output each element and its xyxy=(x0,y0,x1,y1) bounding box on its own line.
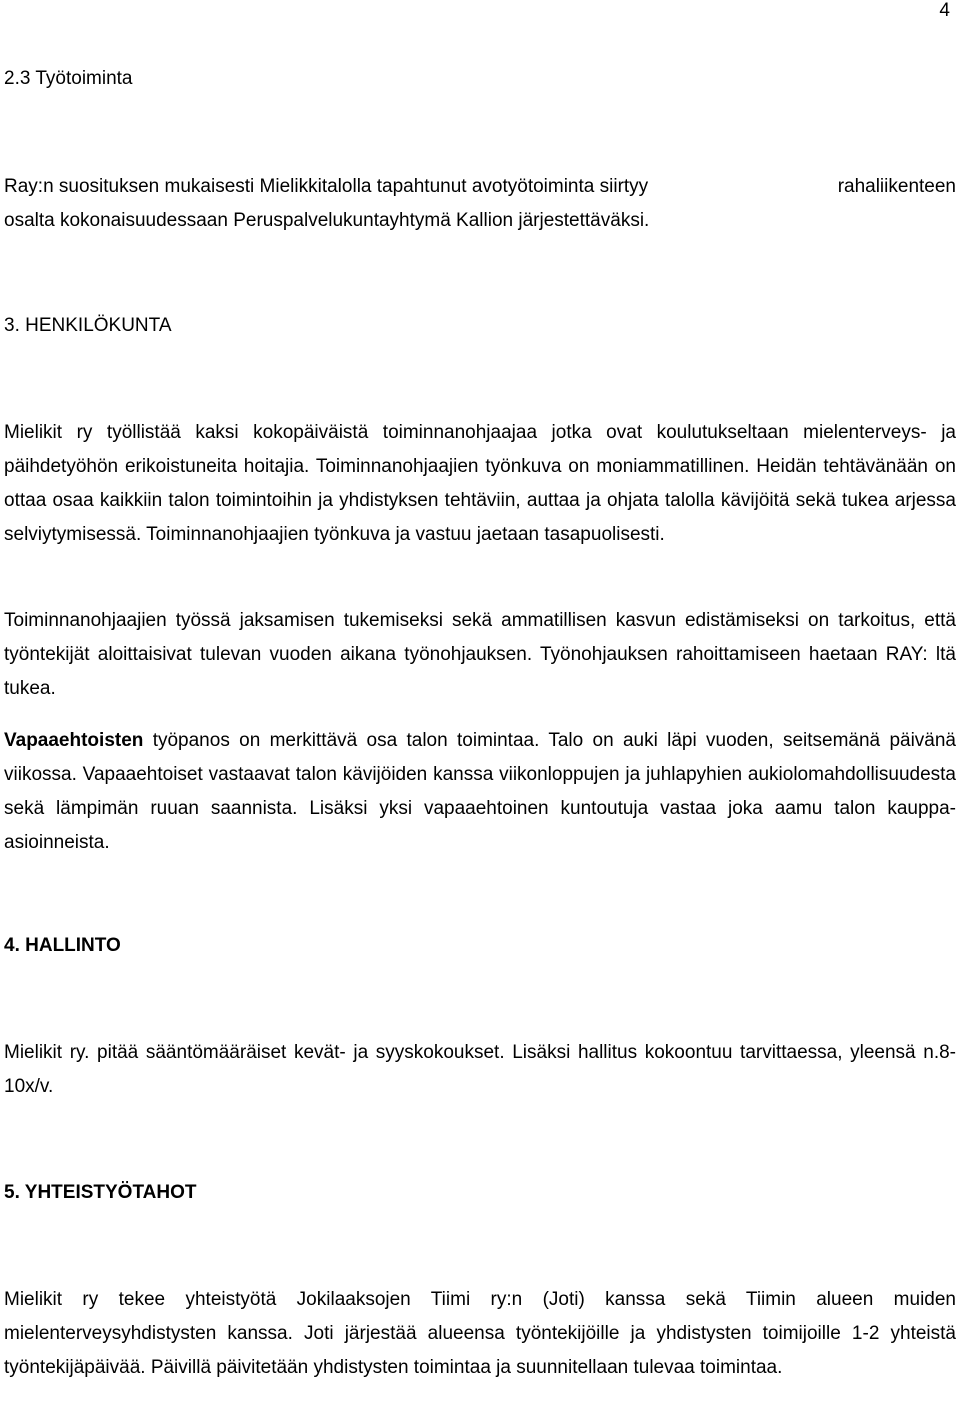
emphasis-vapaaehtoisten: Vapaaehtoisten xyxy=(4,730,144,751)
paragraph-yhteistyotahot: Mielikit ry tekee yhteistyötä Jokilaaksojen Tiimi ry:n (Joti) kanssa sekä Tiimin alueen muiden mielenterveysyhdistysten kanssa. Joti järjestää alueensa työntekijöille ja yhdistysten toimijoille 1-2 yhteistä työntekijäpäivää. Päivillä päivitetään yhdistysten toimintaa ja suunnitellaan tulevaa toimintaa. xyxy=(4,1289,956,1378)
paragraph-line: osalta kokonaisuudessaan Peruspalvelukuntayhtymä Kallion järjestettäväksi. xyxy=(4,210,650,231)
section-heading-yhteistyotahot: 5. YHTEISTYÖTAHOT xyxy=(4,1182,197,1203)
paragraph-tyotoiminta xyxy=(4,170,956,238)
paragraph-line: rahaliikenteen xyxy=(837,176,956,197)
paragraph-line: Ray:n suosituksen mukaisesti Mielikkitalolla tapahtunut avotyötoiminta siirtyy xyxy=(4,176,649,197)
section-heading-hallinto: 4. HALLINTO xyxy=(4,935,121,956)
section-heading-tyotoiminta: 2.3 Työtoiminta xyxy=(4,68,133,89)
paragraph-henkilokunta-2: Toiminnanohjaajien työssä jaksamisen tukemiseksi sekä ammatillisen kasvun edistämiseksi on tarkoitus, että työntekijät aloittaisivat tulevan vuoden aikana työnohjauksen. Työnohjauksen rahoittamiseen haetaan RAY: ltä tukea. xyxy=(4,610,956,699)
section-heading-henkilokunta: 3. HENKILÖKUNTA xyxy=(4,315,172,336)
paragraph-hallinto: Mielikit ry. pitää sääntömääräiset kevät- ja syyskokoukset. Lisäksi hallitus kokoontuu tarvittaessa, yleensä n.8-10x/v. xyxy=(4,1042,956,1097)
paragraph-vapaaehtoiset xyxy=(4,724,956,860)
page-number: 4 xyxy=(939,0,950,21)
paragraph-henkilokunta-1: Mielikit ry työllistää kaksi kokopäiväistä toiminnanohjaajaa jotka ovat koulutukseltaan mielenterveys- ja päihdetyöhön erikoistuneita hoitajia. Toiminnanohjaajien työnkuva on moniammatillinen. Heidän tehtävänään on ottaa osaa kaikkiin talon toimintoihin ja yhdistyksen tehtäviin, auttaa ja ohjata talolla kävijöitä sekä tukea arjessa selviytymisessä. Toiminnanohjaajien työnkuva ja vastuu jaetaan tasapuolisesti. xyxy=(4,422,956,545)
paragraph-text: työpanos on merkittävä osa talon toimintaa. Talo on auki läpi vuoden, seitsemänä päivänä viikossa. Vapaaehtoiset vastaavat talon kävijöiden kanssa viikonloppujen ja juhlapyhien aukiolomahdollisuudesta sekä lämpimän ruuan saannista. Lisäksi yksi vapaaehtoinen kuntoutuja vastaa joka aamu talon kauppa-asioinneista. xyxy=(4,730,956,853)
